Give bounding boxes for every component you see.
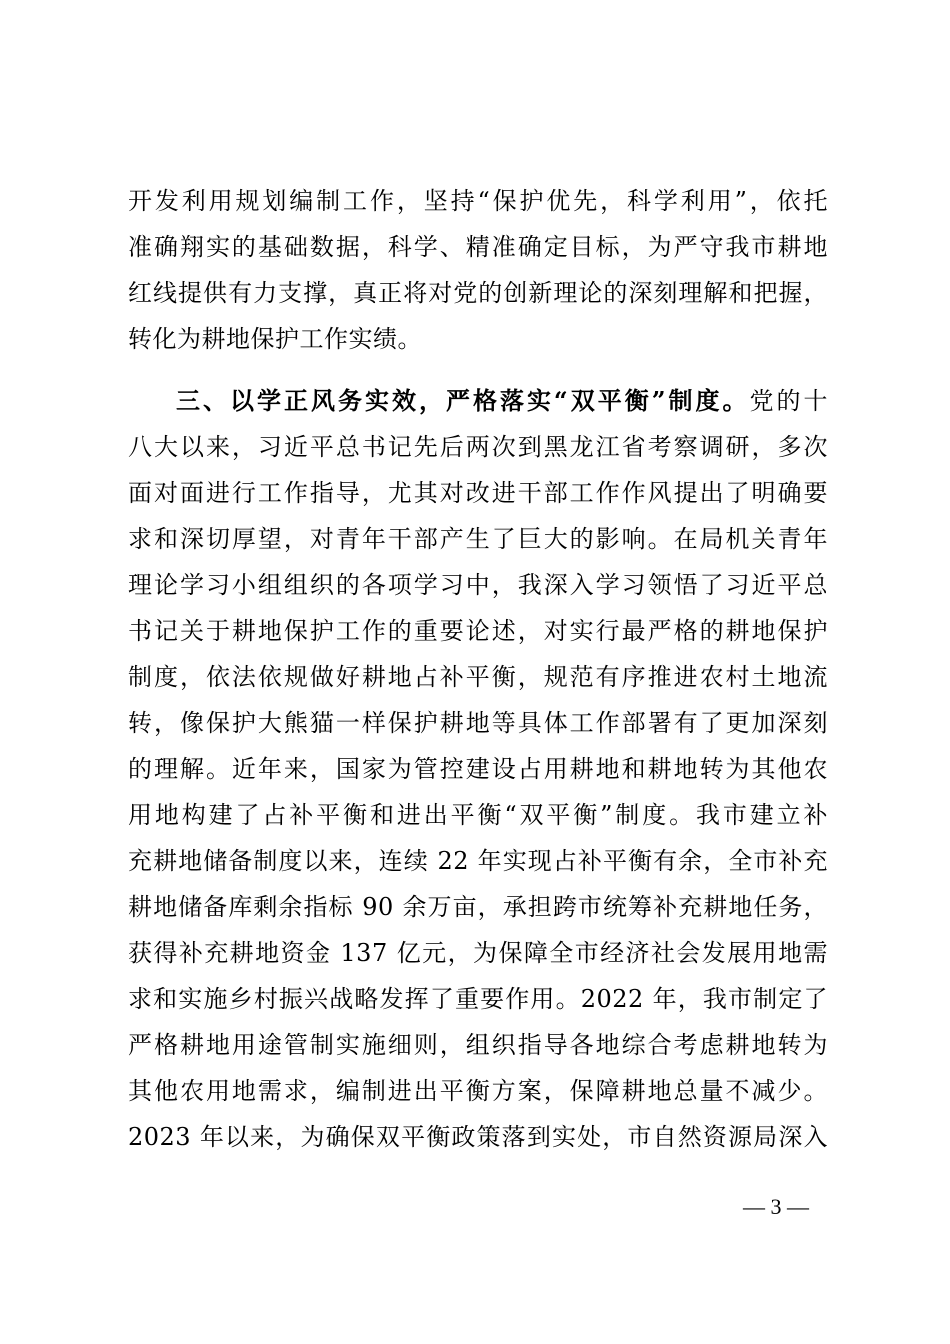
section-heading: 三、以学正风务实效，严格落实“双平衡”制度。 [176,386,750,415]
paragraph-2 [128,378,828,1160]
text-line: 面对面进行工作指导，尤其对改进干部工作作风提出了明确要 [128,479,828,507]
text-line: 严格耕地用途管制实施细则，组织指导各地综合考虑耕地转为 [128,1031,828,1059]
text-line: 的理解。近年来，国家为管控建设占用耕地和耕地转为其他农 [128,755,828,783]
body-text [128,178,828,1160]
paragraph-spacing [128,362,828,378]
text-line: 其他农用地需求，编制进出平衡方案，保障耕地总量不减少。 [128,1077,828,1105]
text-line: 开发利用规划编制工作，坚持“保护优先，科学利用”，依托 [128,187,828,215]
text-line: 求和实施乡村振兴战略发挥了重要作用。2022 年，我市制定了 [128,985,828,1013]
text-line: 八大以来，习近平总书记先后两次到黑龙江省考察调研，多次 [128,433,828,461]
text-line: 耕地储备库剩余指标 90 余万亩，承担跨市统筹补充耕地任务， [128,893,828,921]
text-line: 转化为耕地保护工作实绩。 [128,325,422,353]
page-number: — 3 — [743,1194,809,1219]
text-line: 制度，依法依规做好耕地占补平衡，规范有序推进农村土地流 [128,663,828,691]
text-line: 红线提供有力支撑，真正将对党的创新理论的深刻理解和把握， [128,279,828,307]
text-line: 2023 年以来，为确保双平衡政策落到实处，市自然资源局深入 [128,1123,828,1151]
text-line: 理论学习小组组织的各项学习中，我深入学习领悟了习近平总 [128,571,828,599]
text-line: 用地构建了占补平衡和进出平衡“双平衡”制度。我市建立补 [128,801,828,829]
text-line: 求和深切厚望，对青年干部产生了巨大的影响。在局机关青年 [128,525,828,553]
paragraph-1 [128,178,828,362]
text-line-first [128,378,828,424]
text-line: 准确翔实的基础数据，科学、精准确定目标，为严守我市耕地 [128,233,828,261]
text-line: 充耕地储备制度以来，连续 22 年实现占补平衡有余，全市补充 [128,847,828,875]
heading-continuation: 党的十 [749,387,829,415]
text-line: 书记关于耕地保护工作的重要论述，对实行最严格的耕地保护 [128,617,828,645]
text-line: 转，像保护大熊猫一样保护耕地等具体工作部署有了更加深刻 [128,709,828,737]
text-line: 获得补充耕地资金 137 亿元，为保障全市经济社会发展用地需 [128,939,828,967]
